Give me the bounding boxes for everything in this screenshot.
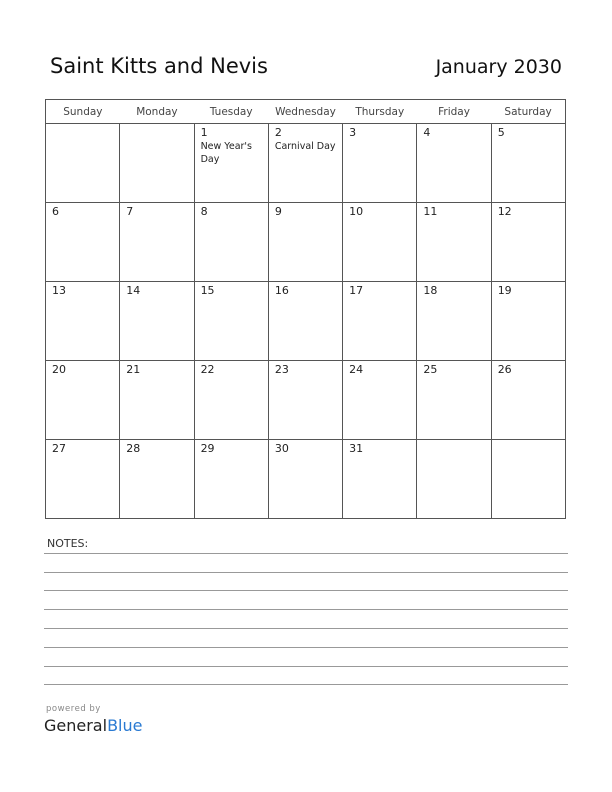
day-cell <box>268 440 342 519</box>
day-number: 31 <box>349 442 364 455</box>
note-line <box>44 572 568 573</box>
day-cell <box>46 203 120 282</box>
day-cell <box>491 124 565 203</box>
day-number: 25 <box>423 363 438 376</box>
weekday-header: Tuesday <box>194 100 268 124</box>
day-cell <box>343 203 417 282</box>
day-number: 20 <box>52 363 66 376</box>
note-line <box>44 647 568 648</box>
day-cell <box>417 203 491 282</box>
day-number: 15 <box>200 284 215 297</box>
day-cell <box>46 361 120 440</box>
weekday-header-row <box>46 100 566 124</box>
day-cell <box>120 440 194 519</box>
note-line <box>44 628 568 629</box>
brand-blue-text: Blue <box>107 716 143 735</box>
weekday-header: Sunday <box>46 100 120 124</box>
day-cell <box>194 440 268 519</box>
day-number: 14 <box>126 284 141 297</box>
day-cell <box>46 282 120 361</box>
day-number: 7 <box>126 205 134 218</box>
generalblue-logo <box>44 716 142 735</box>
note-line <box>44 684 568 685</box>
day-cell <box>491 440 565 519</box>
day-cell <box>343 124 417 203</box>
day-cell <box>417 124 491 203</box>
day-number: 13 <box>52 284 66 297</box>
weekday-header: Friday <box>417 100 491 124</box>
holiday-label: Carnival Day <box>274 141 336 152</box>
day-number: 27 <box>52 442 66 455</box>
week-row <box>46 440 566 519</box>
day-number: 26 <box>497 363 512 376</box>
day-cell <box>120 124 194 203</box>
day-number: 16 <box>274 284 289 297</box>
weekday-header: Wednesday <box>268 100 342 124</box>
day-cell <box>417 361 491 440</box>
day-cell <box>268 361 342 440</box>
day-cell <box>343 282 417 361</box>
week-row <box>46 361 566 440</box>
day-number: 12 <box>497 205 512 218</box>
day-number: 28 <box>126 442 141 455</box>
day-number: 17 <box>349 284 364 297</box>
day-cell <box>268 124 342 203</box>
notes-label: NOTES: <box>47 537 89 550</box>
note-line <box>44 609 568 610</box>
note-line <box>44 590 568 591</box>
day-cell <box>491 361 565 440</box>
day-number: 24 <box>349 363 364 376</box>
day-cell <box>194 282 268 361</box>
day-cell <box>343 361 417 440</box>
day-number: 3 <box>349 126 357 139</box>
day-number: 6 <box>52 205 59 218</box>
day-number: 2 <box>274 126 282 139</box>
day-number: 18 <box>423 284 438 297</box>
day-number: 11 <box>423 205 438 218</box>
day-number: 4 <box>423 126 431 139</box>
powered-by-text: powered by <box>46 704 101 714</box>
note-line <box>44 666 568 667</box>
day-cell <box>120 361 194 440</box>
day-cell <box>194 124 268 203</box>
day-number: 23 <box>274 363 289 376</box>
day-number: 9 <box>274 205 282 218</box>
calendar-country-title: Saint Kitts and Nevis <box>50 54 268 78</box>
calendar-grid <box>45 99 566 519</box>
brand-general-text: General <box>44 716 108 735</box>
weekday-header: Thursday <box>343 100 417 124</box>
day-cell <box>343 440 417 519</box>
day-cell <box>46 124 120 203</box>
day-number: 30 <box>274 442 289 455</box>
weekday-header: Saturday <box>491 100 565 124</box>
day-cell <box>120 282 194 361</box>
day-cell <box>417 282 491 361</box>
day-cell <box>120 203 194 282</box>
day-number: 8 <box>200 205 208 218</box>
calendar-month-title: January 2030 <box>435 56 562 78</box>
day-cell <box>194 361 268 440</box>
week-row <box>46 124 566 203</box>
day-cell <box>491 203 565 282</box>
day-number: 19 <box>497 284 512 297</box>
day-cell <box>491 282 565 361</box>
weekday-header: Monday <box>120 100 194 124</box>
note-line <box>44 553 568 554</box>
day-number: 22 <box>200 363 215 376</box>
day-number: 5 <box>497 126 505 139</box>
day-number: 10 <box>349 205 364 218</box>
day-number: 1 <box>200 126 208 139</box>
holiday-label: New Year's Day <box>200 141 252 165</box>
day-number: 21 <box>126 363 141 376</box>
week-row <box>46 203 566 282</box>
day-cell <box>268 282 342 361</box>
week-row <box>46 282 566 361</box>
day-cell <box>194 203 268 282</box>
day-number: 29 <box>200 442 215 455</box>
day-cell <box>268 203 342 282</box>
day-cell <box>46 440 120 519</box>
day-cell <box>417 440 491 519</box>
